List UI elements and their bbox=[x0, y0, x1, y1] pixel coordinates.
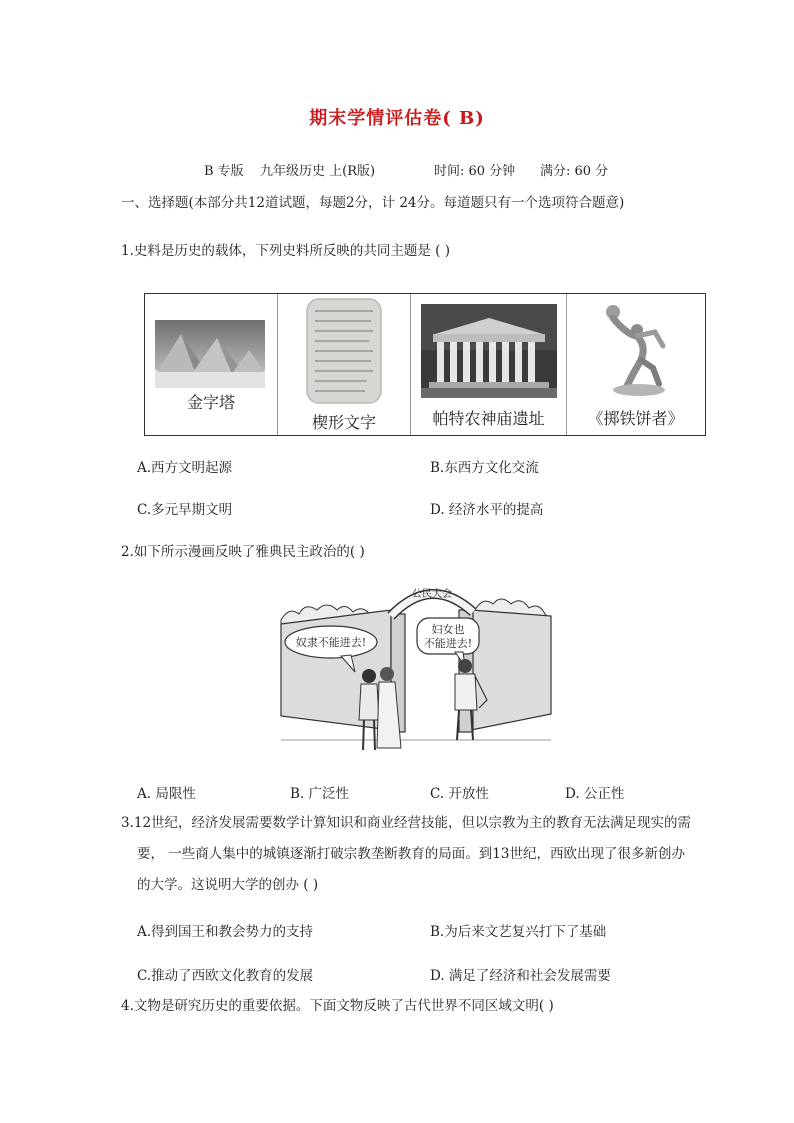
cuneiform-tablet-photo-icon bbox=[305, 297, 383, 405]
q3-option-d[interactable]: D. 满足了经济和社会发展需要 bbox=[430, 968, 611, 984]
athens-democracy-cartoon bbox=[279, 580, 555, 762]
bubble-women-line1: 妇女也 bbox=[431, 623, 465, 636]
q3-stem-line2: 要， 一些商人集中的城镇逐渐打破宗教垄断教育的局面。到13世纪，西欧出现了很多新创办 bbox=[137, 846, 685, 862]
q1-option-d[interactable]: D. 经济水平的提高 bbox=[430, 502, 544, 518]
q1-figure bbox=[144, 293, 706, 436]
parthenon-cell bbox=[411, 294, 567, 435]
cuneiform-cell bbox=[278, 294, 411, 435]
q3-option-a[interactable]: A.得到国王和教会势力的支持 bbox=[137, 924, 314, 940]
q2-option-c[interactable]: C. 开放性 bbox=[430, 786, 489, 802]
pyramids-photo-icon bbox=[155, 320, 265, 388]
meta-score: 满分: 60 分 bbox=[540, 164, 609, 179]
q1-option-b[interactable]: B.东西方文化交流 bbox=[430, 460, 539, 476]
caption-parthenon: 帕特农神庙遗址 bbox=[432, 409, 545, 428]
meta-course: 九年级历史 上(R版) bbox=[260, 164, 376, 179]
q3-option-c[interactable]: C.推动了西欧文化教育的发展 bbox=[137, 968, 314, 984]
meta-time: 时间: 60 分钟 bbox=[434, 164, 516, 179]
q3-stem-line1: 3.12世纪，经济发展需要数学计算知识和商业经营技能，但以宗教为主的教育无法满足现实的需 bbox=[121, 815, 692, 831]
parthenon-photo-icon bbox=[421, 304, 557, 398]
q4-stem: 4.文物是研究历史的重要依据。下面文物反映了古代世界不同区域文明( ) bbox=[121, 998, 554, 1014]
discobolus-cell bbox=[567, 294, 704, 435]
exam-title: 期末学情评估卷( B) bbox=[309, 108, 485, 129]
bubble-slaves-text: 奴隶不能进去! bbox=[295, 636, 367, 649]
gate-sign-text: 公民大会 bbox=[412, 589, 452, 600]
q3-stem-line3: 的大学。这说明大学的创办 ( ) bbox=[137, 877, 319, 893]
q2-option-a[interactable]: A. 局限性 bbox=[137, 786, 196, 802]
q2-option-b[interactable]: B. 广泛性 bbox=[290, 786, 350, 802]
q2-option-d[interactable]: D. 公正性 bbox=[565, 786, 625, 802]
caption-discobolus: 《掷铁饼者》 bbox=[587, 409, 684, 428]
caption-cuneiform: 楔形文字 bbox=[311, 413, 376, 432]
pyramids-cell bbox=[145, 294, 278, 435]
section-heading: 一、选择题(本部分共12道试题，每题2分，计 24分。每道题只有一个选项符合题意) bbox=[121, 195, 625, 211]
q3-option-b[interactable]: B.为后来文艺复兴打下了基础 bbox=[430, 924, 607, 940]
caption-pyramids: 金字塔 bbox=[186, 393, 235, 412]
q1-option-a[interactable]: A.西方文明起源 bbox=[137, 460, 233, 476]
discobolus-statue-photo-icon bbox=[597, 302, 677, 398]
bubble-women-line2: 不能进去! bbox=[423, 637, 473, 650]
q1-option-c[interactable]: C.多元早期文明 bbox=[137, 502, 233, 518]
q2-stem: 2.如下所示漫画反映了雅典民主政治的( ) bbox=[121, 544, 365, 560]
q1-stem: 1.史料是历史的载体，下列史料所反映的共同主题是 ( ) bbox=[121, 243, 450, 259]
meta-edition: B 专版 bbox=[204, 164, 244, 179]
